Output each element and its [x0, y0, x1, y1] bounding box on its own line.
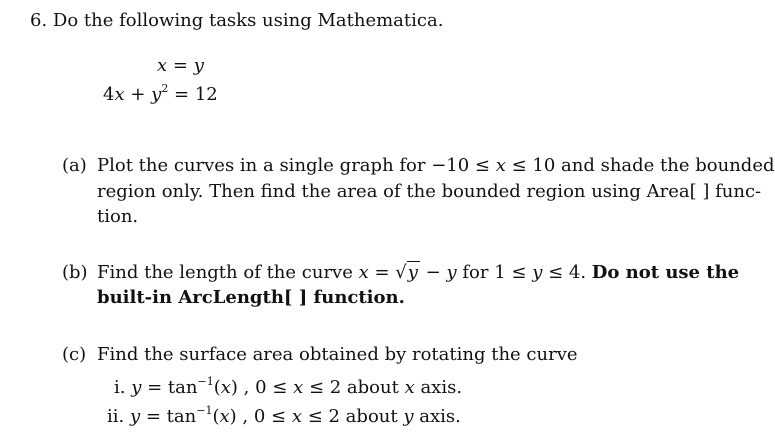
part-a-line-2: region only. Then find the area of the bounded region using Area[ ] func- [97, 181, 762, 202]
eq2-x: x [114, 84, 125, 105]
part-c-item-ii: ii. $y = \tan^{-1}(x)$ , 0 ≤ x ≤ 2 about y axis. [107, 404, 461, 427]
item-label: ii. [107, 406, 125, 427]
eq2-rhs: = 12 [168, 84, 218, 105]
sqrt-expression: √y [395, 262, 418, 283]
item-label: i. [114, 377, 126, 398]
problem-heading [30, 10, 443, 31]
part-c-text: Find the surface area obtained by rotating the curve [97, 344, 578, 365]
equation-2 [103, 84, 218, 105]
part-b-label: (b) [62, 262, 88, 283]
part-b-bold-note-1: Do not use the [591, 262, 740, 283]
part-a-line-3: tion. [97, 206, 139, 227]
part-c-label: (c) [62, 344, 87, 365]
equation-1 [157, 55, 204, 76]
eq1-rhs: y [193, 55, 204, 76]
part-b-bold-note-2: built-in ArcLength[ ] function. [97, 287, 405, 308]
part-b-line-1: Find the length of the curve x = √y − y for 1 ≤ y ≤ 4. Do not use the [97, 262, 740, 283]
problem-number: 6. [30, 10, 48, 31]
part-a-label: (a) [62, 155, 87, 176]
eq2-exponent: 2 [161, 82, 169, 95]
part-c-item-i: i. $y = \tan^{-1}(x)$ , 0 ≤ x ≤ 2 about x axis. [114, 375, 463, 398]
problem-heading-text: Do the following tasks using Mathematica. [52, 10, 444, 31]
eq1-lhs: x [157, 55, 168, 76]
eq1-equals: = [167, 55, 194, 76]
eq2-y: y [151, 84, 162, 105]
part-a-line-1: Plot the curves in a single graph for −10 ≤ x ≤ 10 and shade the bounded [97, 155, 775, 176]
eq2-coef: 4 [103, 84, 115, 105]
eq2-plus: + [124, 84, 152, 105]
